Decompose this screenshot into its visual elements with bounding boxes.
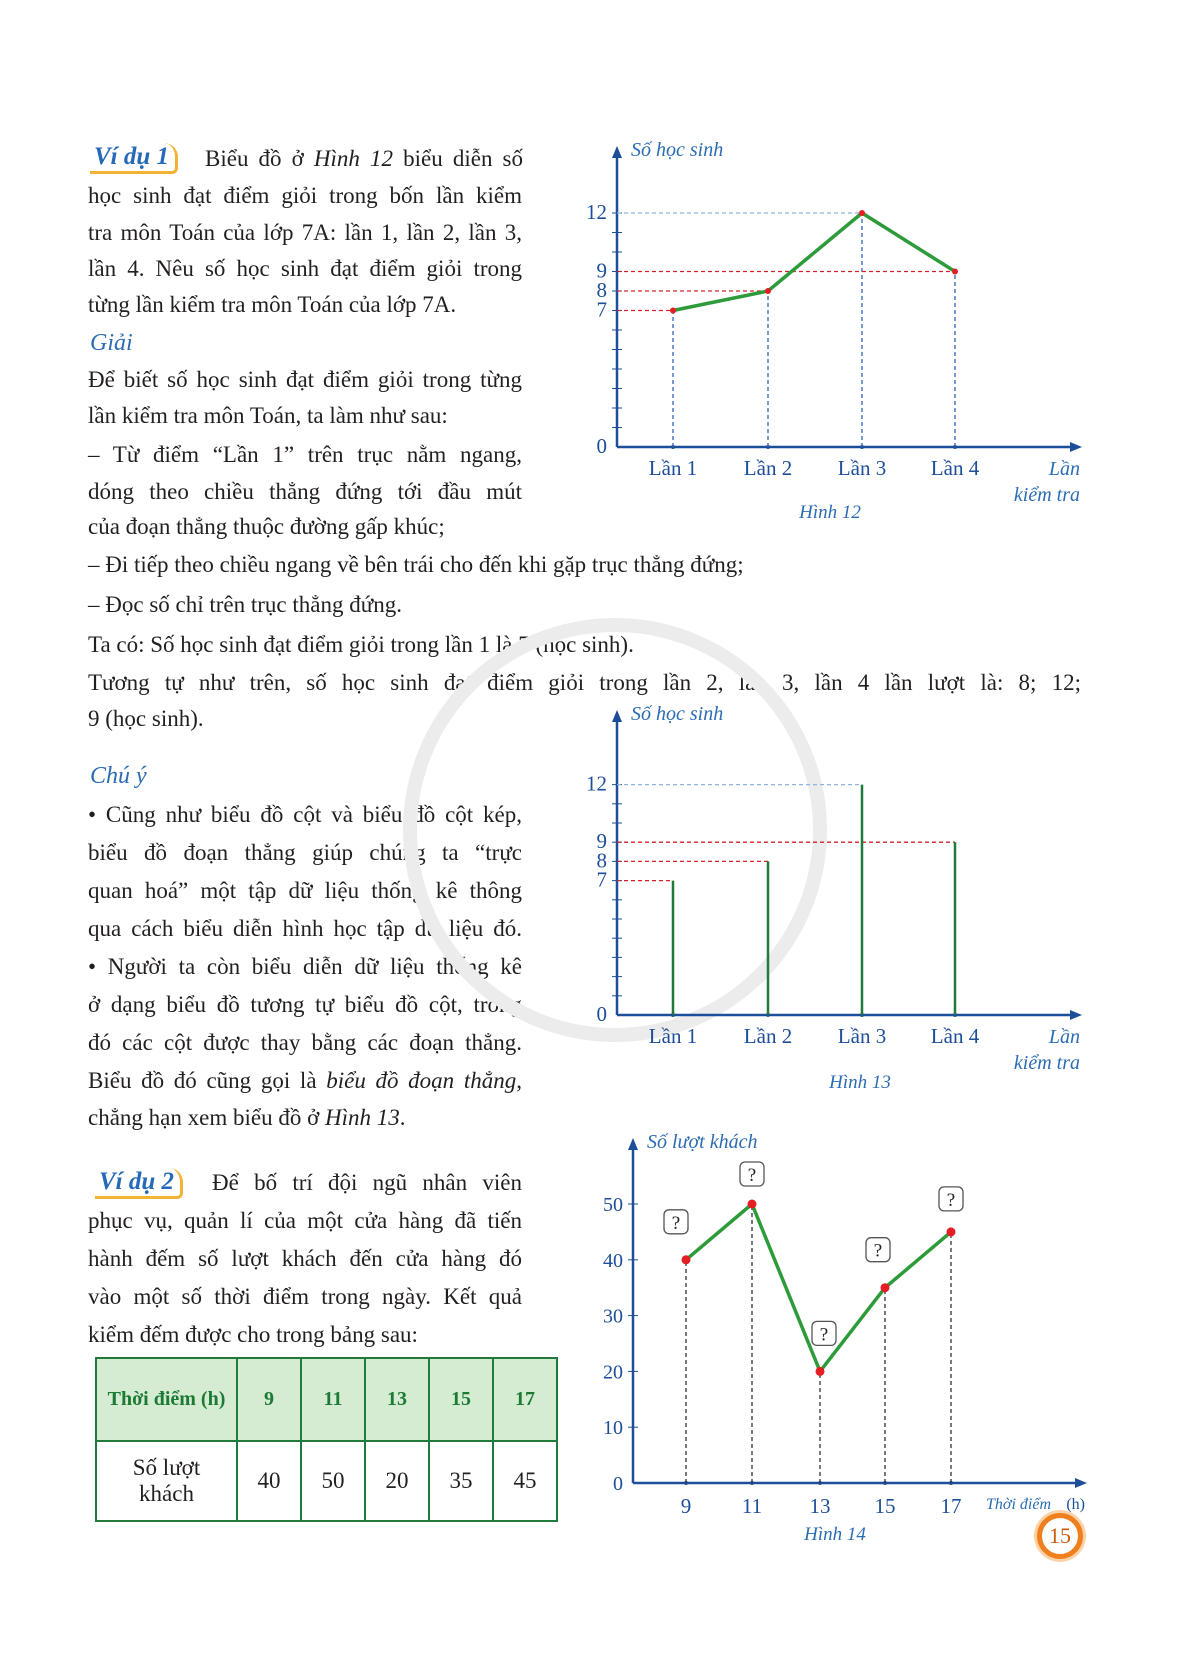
x-axis-title: Lần	[1048, 1026, 1080, 1048]
page-number: 15	[1037, 1513, 1083, 1559]
data-cell: 40	[237, 1441, 301, 1521]
data-point	[765, 288, 771, 294]
data-point	[952, 269, 958, 275]
y-tick-label: 0	[613, 1473, 623, 1495]
text-segment: Ta có: Số học sinh đạt điểm giỏi trong lần 1 là 7 (học sinh).	[88, 632, 634, 657]
x-tick-label: Lần 3	[837, 1024, 887, 1048]
text-segment: học sinh đạt điểm giỏi trong bốn lần kiểm	[88, 183, 522, 208]
text-segment: Biểu đồ đó cũng gọi là	[88, 1068, 327, 1093]
y-tick-label: 7	[596, 297, 607, 322]
x-axis-unit: (h)	[1066, 1496, 1085, 1513]
text-segment: biểu đồ đoạn thẳng giúp chúng ta “trực	[88, 840, 522, 865]
data-cell: 50	[301, 1441, 365, 1521]
x-tick-label: 13	[809, 1494, 831, 1518]
header-cell: 9	[237, 1358, 301, 1441]
example-1-badge: Ví dụ 1	[90, 143, 178, 174]
text-segment: Để bố trí đội ngũ nhân viên	[212, 1170, 522, 1195]
example-2-badge: Ví dụ 2	[95, 1168, 183, 1199]
text-segment: • Người ta còn biểu diễn dữ liệu thống kê	[88, 954, 522, 979]
data-cell: 35	[429, 1441, 493, 1521]
y-tick-label: 30	[603, 1305, 623, 1328]
y-tick-label: 40	[603, 1249, 623, 1272]
x-tick-label: 9	[680, 1494, 692, 1518]
y-tick-label: 0	[596, 434, 607, 458]
text-segment: vào một số thời điểm trong ngày. Kết quả	[88, 1284, 522, 1309]
x-tick-label: 11	[741, 1494, 763, 1518]
x-tick-label: Lần 2	[743, 1024, 793, 1048]
figure-caption: Hình 14	[804, 1524, 866, 1545]
text-segment: tra môn Toán của lớp 7A: lần 1, lần 2, lần 3,	[88, 220, 522, 245]
x-axis-arrow-icon	[1070, 1010, 1082, 1020]
text-segment: dóng theo chiều thẳng đứng tới đầu mút	[88, 479, 522, 504]
x-tick-label: 17	[940, 1494, 962, 1518]
x-tick-label: Lần 1	[648, 1024, 698, 1048]
point-label: ?	[747, 1165, 757, 1186]
text-segment: Tương tự như trên, số học sinh đạt điểm giỏi trong lần 2, lần 3, lần 4 lần lượt là: 8; 12;	[88, 670, 1081, 695]
text-segment: phục vụ, quản lí của một cửa hàng đã tiến	[88, 1208, 522, 1233]
point-label: ?	[819, 1324, 829, 1346]
x-tick-label: Lần 2	[743, 456, 793, 480]
text-segment: hành đếm số lượt khách đến cửa hàng đó	[88, 1246, 522, 1271]
y-tick-label: 8	[596, 848, 607, 873]
y-tick-label: 10	[603, 1417, 623, 1440]
y-axis-title: Số học sinh	[631, 703, 724, 725]
text-segment: 9 (học sinh).	[88, 706, 204, 731]
text-segment: Để biết số học sinh đạt điểm giỏi trong từng	[88, 367, 522, 392]
x-axis-title: kiểm tra	[1013, 484, 1080, 506]
series-line	[673, 213, 955, 311]
x-tick-label: Lần 4	[930, 1024, 980, 1048]
text-segment: chẳng hạn xem biểu đồ ở	[88, 1105, 325, 1130]
text-segment: Biểu đồ ở	[205, 146, 314, 171]
y-axis-arrow-icon	[628, 1138, 638, 1150]
data-point	[670, 308, 676, 314]
x-axis-title: Thời điểm	[986, 1496, 1051, 1513]
text-segment: – Đọc số chỉ trên trục thẳng đứng.	[88, 592, 402, 617]
x-axis-arrow-icon	[1070, 442, 1082, 452]
series-line	[686, 1204, 951, 1371]
text-segment: quan hoá” một tập dữ liệu thống kê thông	[88, 878, 522, 903]
text-segment: • Cũng như biểu đồ cột và biểu đồ cột kép,	[88, 802, 522, 827]
header-cell: 15	[429, 1358, 493, 1441]
x-tick-label: 15	[874, 1494, 896, 1518]
point-label: ?	[946, 1189, 956, 1211]
point-label: ?	[873, 1240, 883, 1262]
header-cell: Thời điểm (h)	[96, 1358, 237, 1441]
text-segment: đó các cột được thay bằng các đoạn thẳng.	[88, 1030, 522, 1055]
data-cell: 45	[493, 1441, 557, 1521]
data-cell: 20	[365, 1441, 429, 1521]
y-tick-label: 9	[596, 829, 607, 854]
x-axis-arrow-icon	[1075, 1478, 1087, 1488]
text-segment: biểu đồ đoạn thẳng	[326, 1068, 517, 1093]
text-segment: lần kiểm tra môn Toán, ta làm như sau:	[88, 403, 448, 428]
text-segment: biểu diễn số	[393, 146, 523, 171]
data-cell: Số lượt khách	[96, 1441, 237, 1521]
y-tick-label: 12	[586, 771, 607, 796]
x-tick-label: Lần 1	[648, 456, 698, 480]
text-segment: qua cách biểu diễn hình học tập dữ liệu đó.	[88, 916, 522, 941]
x-tick-label: Lần 3	[837, 456, 887, 480]
text-segment: .	[399, 1105, 406, 1130]
data-point	[748, 1200, 757, 1209]
y-tick-label: 9	[596, 258, 607, 283]
y-tick-label: 20	[603, 1361, 623, 1384]
watermark-logo	[410, 625, 820, 1035]
y-tick-label: 7	[596, 867, 607, 892]
data-point	[947, 1227, 956, 1236]
y-tick-label: 50	[603, 1194, 623, 1216]
y-axis-arrow-icon	[612, 146, 622, 158]
y-tick-label: 12	[586, 200, 607, 224]
y-axis-title: Số lượt khách	[647, 1131, 758, 1153]
y-axis-title: Số học sinh	[631, 139, 724, 161]
text-segment: ,	[516, 1068, 522, 1093]
figure-caption: Hình 12	[799, 502, 861, 523]
text-segment: kiểm đếm được cho trong bảng sau:	[88, 1322, 418, 1347]
data-point	[859, 210, 865, 216]
text-segment: ở dạng biểu đồ tương tự biểu đồ cột, trong	[88, 992, 522, 1017]
point-label: ?	[671, 1212, 681, 1234]
x-axis-title: Lần	[1048, 458, 1080, 480]
header-cell: 17	[493, 1358, 557, 1441]
text-segment: – Đi tiếp theo chiều ngang về bên trái cho đến khi gặp trục thẳng đứng;	[88, 552, 744, 577]
x-tick-label: Lần 4	[930, 456, 980, 480]
text-segment: từng lần kiểm tra môn Toán của lớp 7A.	[88, 292, 457, 317]
x-axis-title: kiểm tra	[1013, 1052, 1080, 1074]
y-axis-arrow-icon	[612, 710, 622, 722]
solution-heading: Giải	[90, 330, 133, 356]
note-heading: Chú ý	[90, 763, 147, 789]
text-segment: – Từ điểm “Lần 1” trên trục nằm ngang,	[88, 442, 522, 467]
y-tick-label: 0	[596, 1002, 607, 1026]
text-segment: Hình 12	[313, 146, 394, 171]
header-cell: 13	[365, 1358, 429, 1441]
text-segment: lần 4. Nêu số học sinh đạt điểm giỏi trong	[88, 256, 522, 281]
text-segment: của đoạn thẳng thuộc đường gấp khúc;	[88, 514, 445, 539]
text-segment: Hình 13	[325, 1105, 400, 1130]
data-point	[682, 1255, 691, 1264]
figure-caption: Hình 13	[829, 1072, 891, 1093]
header-cell: 11	[301, 1358, 365, 1441]
data-point	[816, 1367, 825, 1376]
y-tick-label: 8	[596, 278, 607, 302]
data-point	[881, 1283, 890, 1292]
